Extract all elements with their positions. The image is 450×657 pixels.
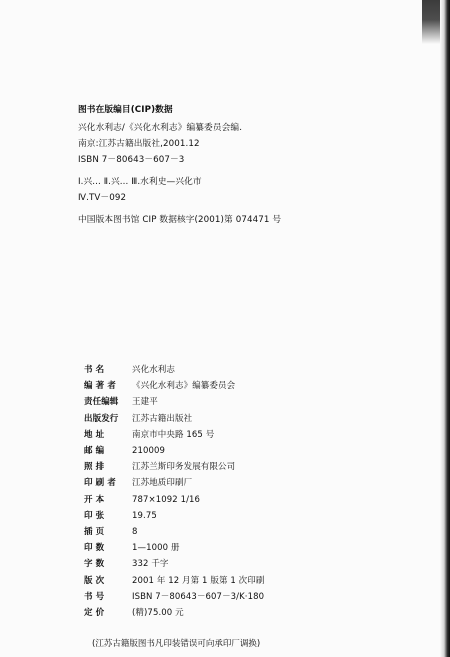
colophon-row <box>84 540 264 556</box>
cip-subject-line: Ⅰ.兴... Ⅱ.兴... Ⅲ.水利史—兴化市 <box>78 177 202 187</box>
colophon-value: 江苏地质印刷厂 <box>132 478 193 489</box>
colophon-row <box>84 605 264 621</box>
colophon-label: 地 址 <box>84 429 105 440</box>
colophon-label: 邮 编 <box>84 446 105 457</box>
colophon-value: 8 <box>132 527 138 538</box>
colophon-value: 江苏兰斯印务发展有限公司 <box>132 462 236 473</box>
colophon-row <box>84 411 264 427</box>
colophon-value: 19.75 <box>132 510 157 521</box>
colophon-label: 印 刷 者 <box>84 478 116 489</box>
colophon-value: ISBN 7－80643－607－3/K·180 <box>132 591 265 602</box>
colophon-value: 1—1000 册 <box>132 543 180 554</box>
colophon-label: 印 张 <box>84 510 105 521</box>
colophon-row <box>84 589 264 605</box>
colophon-label: 开 本 <box>84 494 105 505</box>
colophon-value: 2001 年 12 月第 1 版第 1 次印刷 <box>132 575 265 586</box>
colophon-label: 照 排 <box>84 462 105 473</box>
colophon-label: 印 数 <box>84 543 105 554</box>
colophon-row <box>84 443 264 459</box>
colophon-value: 江苏古籍出版社 <box>132 413 193 424</box>
colophon-value: 兴化水利志 <box>132 365 176 375</box>
cip-title-line: 兴化水利志/《兴化水利志》编纂委员会编. <box>78 123 243 133</box>
colophon-label: 定 价 <box>84 608 105 619</box>
colophon-label: 责任编辑 <box>84 397 119 408</box>
colophon-row <box>84 524 264 540</box>
colophon-label: 版 次 <box>84 575 105 586</box>
colophon-row <box>84 475 264 491</box>
colophon-label: 插 页 <box>84 527 105 538</box>
colophon-row <box>84 427 264 443</box>
colophon-row <box>84 508 264 524</box>
cip-record-number: 中国版本图书馆 CIP 数据核字(2001)第 074471 号 <box>78 215 282 225</box>
colophon-value: 南京市中央路 165 号 <box>132 429 215 440</box>
colophon-row <box>84 394 264 410</box>
colophon-row <box>84 362 264 378</box>
colophon-row <box>84 556 264 572</box>
colophon-row <box>84 378 264 394</box>
colophon-value: 332 千字 <box>132 559 169 570</box>
colophon-value: 787×1092 1/16 <box>132 494 201 505</box>
cip-isbn-line: ISBN 7－80643－607－3 <box>78 155 185 165</box>
cip-class-line: Ⅳ.TV－092 <box>78 193 127 203</box>
page-edge-shadow <box>440 0 450 657</box>
footer-note: (江苏古籍版图书凡印装错误可向承印厂调换) <box>92 639 261 649</box>
colophon-row <box>84 573 264 589</box>
cip-publisher-line: 南京:江苏古籍出版社,2001.12 <box>78 139 200 149</box>
cip-heading: 图书在版编目(CIP)数据 <box>78 105 173 115</box>
colophon-label: 书 号 <box>84 591 105 602</box>
colophon-value: 王建平 <box>132 397 158 408</box>
colophon-label: 出版发行 <box>84 413 119 424</box>
colophon-table <box>84 362 264 621</box>
colophon-row <box>84 459 264 475</box>
colophon-label: 编 著 者 <box>84 381 116 392</box>
colophon-row <box>84 492 264 508</box>
colophon-label: 书 名 <box>84 365 105 375</box>
colophon-value: (精)75.00 元 <box>132 608 184 619</box>
cip-block <box>78 102 281 228</box>
colophon-value: 《兴化水利志》编纂委员会 <box>132 381 236 392</box>
colophon-label: 字 数 <box>84 559 105 570</box>
colophon-value: 210009 <box>132 446 166 457</box>
